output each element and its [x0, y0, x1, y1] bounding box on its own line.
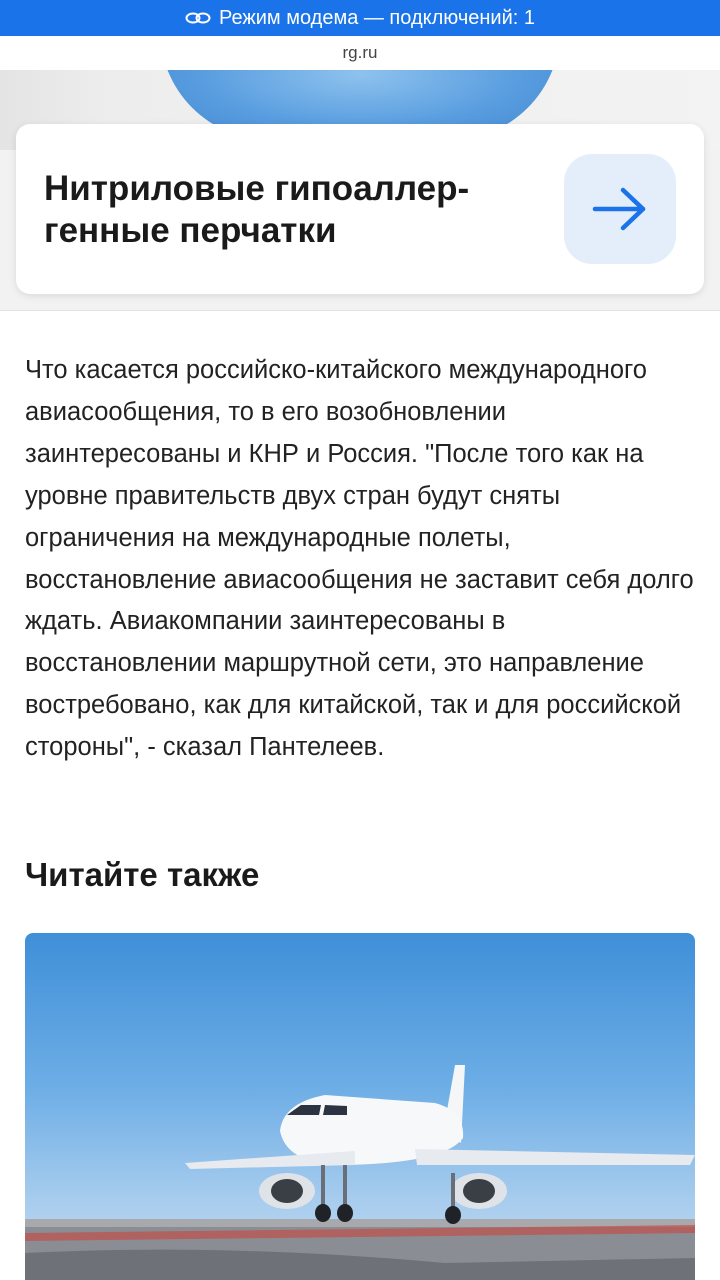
- ad-card[interactable]: [16, 124, 704, 294]
- address-bar[interactable]: [0, 36, 720, 70]
- arrow-right-icon: [591, 185, 649, 233]
- ad-open-button[interactable]: [564, 154, 676, 264]
- ad-banner[interactable]: [0, 70, 720, 311]
- link-icon: [185, 10, 211, 26]
- airplane-photo: [25, 933, 695, 1280]
- hotspot-status-bar[interactable]: [0, 0, 720, 36]
- read-also-heading: Читайте также: [25, 856, 260, 893]
- ad-title: Нитриловые гипоаллер- генные перчатки: [44, 169, 470, 250]
- related-article-image[interactable]: [25, 933, 695, 1280]
- hotspot-status-text: Режим модема — подключений: 1: [219, 6, 535, 29]
- site-url: rg.ru: [342, 43, 378, 62]
- article-paragraph: Что касается российско-китайского международного авиасообщения, то в его возобновлении заинтересованы и КНР и Россия. "После того как на уровне правительств двух стран будут сняты ограничения на международные полеты, восстановление авиасообщения не заставит себя долго ждать. Авиакомпании заинтересованы в восстановлении маршрутной сети, это направление востребовано, как для китайской, так и для российской стороны", - сказал Пантелеев.: [25, 356, 694, 762]
